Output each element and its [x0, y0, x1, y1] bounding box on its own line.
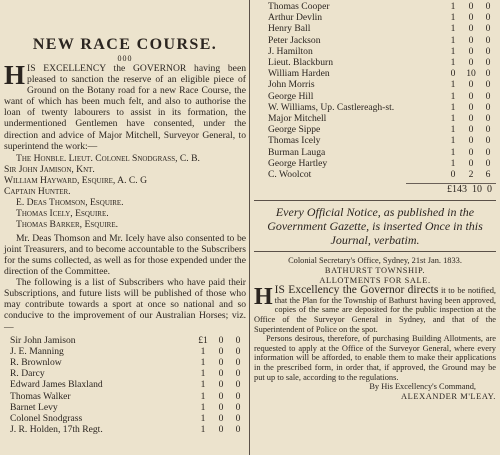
notice-township-heading: BATHURST TOWNSHIP.	[324, 266, 426, 276]
official-notice-banner: Every Official Notice, as published in the Government Gazette, is inserted Once in this Journal, verbatim.	[267, 205, 483, 248]
subscriber-row: William Harden 0 10 0	[268, 68, 491, 80]
subscriber-row: Edward James Blaxland 1 0 0	[10, 379, 241, 391]
intro-dropcap: H	[4, 60, 26, 90]
section-divider	[254, 251, 496, 252]
subscriber-row: R. Brownlow 1 0 0	[10, 357, 241, 368]
subscriber-row: J. R. Holden, 17th Regt. 1 0 0	[10, 424, 241, 436]
notice-body-2: Persons desirous, therefore, of purchasing Building Allotments, are requested to apply at the Office of the Surveyor General, where every information will be afforded, to enable them to make their applications in the prescribed form, in order that, if approved, the Ground may be put up to sale, according to the regulations.	[254, 334, 496, 382]
committee-list	[4, 153, 246, 230]
subscriber-row: Sir John Jamison £1 0 0	[10, 334, 241, 346]
notice-signature: ALEXANDER M'LEAY.	[401, 392, 496, 402]
subscriber-row: George Hartley 1 0 0	[268, 157, 491, 169]
subscription-total	[406, 183, 496, 196]
section-divider	[254, 200, 496, 201]
notice-body	[254, 286, 496, 334]
intro-paragraph	[4, 60, 246, 152]
subscribers-paragraph: The following is a list of Subscribers who have paid their Subscriptions, and future lists will be published of those who may contribute towards a sport at once so national and so conducive to the improvement of our Australian Horses; viz.—	[4, 277, 246, 333]
subscriber-list-right	[254, 1, 496, 180]
subscriber-row: George Hill 1 0 0	[268, 90, 491, 102]
committee-member: The Honble. Lieut. Colonel Snodgrass, C. B.	[16, 152, 200, 164]
committee-member: E. Deas Thomson, Esquire.	[16, 196, 124, 208]
notice-office-line: Colonial Secretary's Office, Sydney, 21st Jan. 1833.	[288, 256, 462, 266]
committee-member: Captain Hunter.	[4, 185, 71, 197]
notice-allotments-heading: ALLOTMENTS FOR SALE.	[319, 276, 431, 286]
total-pence: 0	[487, 184, 492, 196]
subscriber-row: Major Mitchell 1 0 0	[268, 113, 491, 125]
total-pounds: £143	[447, 184, 467, 196]
intro-text: IS EXCELLENCY the GOVERNOR having been pleased to sanction the reserve of an eligible piece of Ground on the Botany road for a new Race Course, the want of which has been much felt, and also to authorise the loan of twenty labourers to assist in its formation, the undermentioned Gentlemen have consented, under the direction and advice of Major Mitchell, Surveyor General, to superintend the work:—	[4, 63, 246, 152]
subscriber-row: Arthur Devlin 1 0 0	[268, 12, 491, 24]
subscriber-row: C. Woolcot 0 2 6	[268, 169, 491, 181]
committee-member: Thomas Icely, Esquire.	[16, 207, 109, 219]
subscriber-row: W. Williams, Up. Castlereagh-st. 1 0 0	[268, 101, 491, 113]
notice-body-text: it to be notified, that the Plan for the Township of Bathurst having been approved, copies of the same are deposited for the public inspection at the Office of the Surveyor General in Sydney, and that of the Superintendent of Police on the spot.	[254, 286, 497, 334]
treasurers-paragraph: Mr. Deas Thomson and Mr. Icely have also consented to be joint Treasurers, and to become accountable to the Subscribers for the sums collected, as well as for those expended under the direction of the Committee.	[4, 232, 246, 278]
subscriber-row: George Sippe 1 0 0	[268, 124, 491, 136]
column-divider	[249, 0, 250, 455]
committee-member: William Hayward, Esquire, A. C. G	[4, 174, 148, 186]
subscriber-row: Lieut. Blackburn 1 0 0	[268, 57, 491, 69]
committee-member: Thomas Barker, Esquire.	[16, 218, 118, 230]
subscriber-list-left	[4, 335, 246, 436]
notice-by-command: By His Excellency's Command,	[369, 382, 476, 392]
subscriber-row: John Morris 1 0 0	[268, 79, 491, 91]
notice-dropcap: H	[254, 284, 273, 311]
subscriber-row: J. Hamilton 1 0 0	[268, 45, 491, 57]
subscriber-row: Thomas Icely 1 0 0	[268, 135, 491, 147]
notice-lead: IS Excellency the Governor directs	[274, 284, 439, 297]
right-column	[254, 0, 496, 402]
subscriber-row: J. E. Manning 1 0 0	[10, 345, 241, 357]
subscriber-row: Thomas Walker 1 0 0	[10, 390, 241, 402]
title-ornament: 000	[117, 54, 133, 63]
left-column	[4, 0, 246, 435]
subscriber-row: Barnet Levy 1 0 0	[10, 401, 241, 413]
subscriber-row: Colonel Snodgrass 1 0 0	[10, 413, 241, 425]
subscriber-row: Thomas Cooper 1 0 0	[268, 1, 491, 12]
subscriber-row: Peter Jackson 1 0 0	[268, 34, 491, 46]
committee-member: Sir John Jamison, Knt.	[4, 163, 95, 175]
article-title: NEW RACE COURSE.	[32, 36, 218, 53]
subscriber-row: R. Darcy 1 0 0	[10, 368, 241, 380]
subscriber-row: Burman Lauga 1 0 0	[268, 146, 491, 158]
total-shillings: 10	[472, 184, 482, 196]
subscriber-row: Henry Ball 1 0 0	[268, 23, 491, 35]
